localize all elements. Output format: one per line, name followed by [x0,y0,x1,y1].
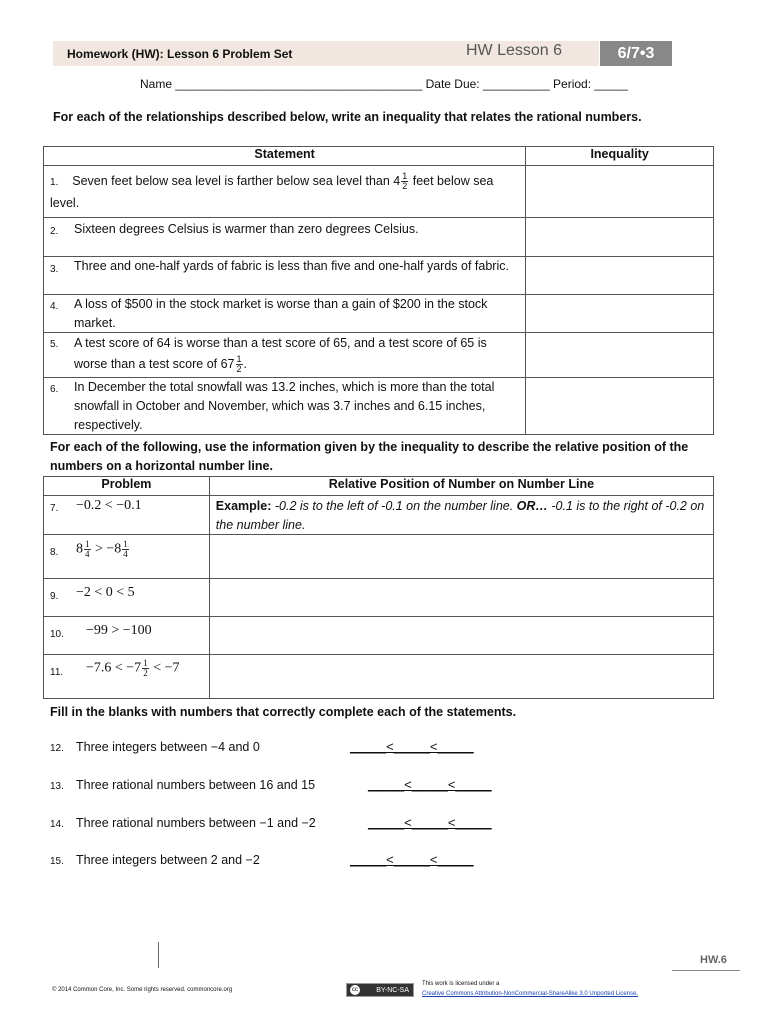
statement-row: 6. In December the total snowfall was 13.2 inches, which is more than the total snowfall in October and November, which was 3.7 inches and 6.15 inches, respectively. [44,378,526,435]
problem-row: 8. 8 $\frac{1}{4}$ > −8 $\frac{1}{4}$ [44,535,210,579]
license-link[interactable]: Creative Commons Attribution-NonCommercial-ShareAlike 3.0 Unported License. [422,991,639,997]
example-answer: Example: -0.2 is to the left of -0.1 on the number line. OR… -0.1 is to the right of -0.2 on the number line. [209,496,713,535]
inequality-answer-cell[interactable] [526,295,714,333]
number-line-table [43,476,714,699]
page-code: HW.6 [700,954,727,966]
statement-row: 2. Sixteen degrees Celsius is warmer than zero degrees Celsius. [44,218,526,257]
answer-blank[interactable]: _____<_____<_____ [350,852,474,867]
position-answer-cell[interactable] [209,535,713,579]
cc-license-badge: cc BY-NC-SA [346,983,414,997]
fill-row: 15. Three integers between 2 and −2 [50,853,260,867]
col-statement: Statement [44,147,526,166]
fraction: $\frac{1}{2}$ [143,658,148,678]
license-text: This work is licensed under a [422,981,500,987]
section1-instruction: For each of the relationships described below, write an inequality that relates the rational numbers. [53,110,642,124]
answer-blank[interactable]: _____<_____<_____ [368,777,492,792]
statement-row: 1. Seven feet below sea level is farther below sea level than 4 $\frac{1}{2}$ feet below sea level. [44,166,526,218]
statement-row: 4. A loss of $500 in the stock market is worse than a gain of $200 in the stock market. [44,295,526,333]
inequality-answer-cell[interactable] [526,218,714,257]
page-title: Homework (HW): Lesson 6 Problem Set [67,47,293,61]
fill-row: 12. Three integers between −4 and 0 [50,740,260,754]
statement-table [43,146,714,435]
name-date-period-line[interactable]: Name _____________________________________ Date Due: __________ Period: _____ [140,77,628,91]
copyright: © 2014 Common Core, Inc. Some rights reserved. commoncore.org [52,987,233,993]
fill-row: 14. Three rational numbers between −1 and −2 [50,816,316,830]
section3-instruction: Fill in the blanks with numbers that correctly complete each of the statements. [50,705,517,719]
fraction: $\frac{1}{4}$ [85,539,90,559]
fraction: $\frac{1}{2}$ [402,171,408,192]
section2-instruction: For each of the following, use the information given by the inequality to describe the relative position of the numbers on a horizontal number line. [50,440,689,473]
answer-blank[interactable]: _____<_____<_____ [368,815,492,830]
col-problem: Problem [44,477,210,496]
footer-divider [158,942,159,968]
inequality-answer-cell[interactable] [526,333,714,378]
lesson-label: HW Lesson 6 [466,42,563,59]
inequality-answer-cell[interactable] [526,257,714,295]
inequality-answer-cell[interactable] [526,378,714,435]
footer-rule [672,970,740,971]
problem-row: 9. −2 < 0 < 5 [44,579,210,617]
fraction: $\frac{1}{2}$ [236,354,242,375]
lesson-code: 6/7•3 [600,41,672,66]
fill-row: 13. Three rational numbers between 16 and 15 [50,778,316,792]
problem-row: 11. −7.6 < −7 $\frac{1}{2}$ < −7 [44,655,210,699]
position-answer-cell[interactable] [209,655,713,699]
answer-blank[interactable]: _____<_____<_____ [350,739,474,754]
fraction: $\frac{1}{4}$ [123,539,128,559]
position-answer-cell[interactable] [209,579,713,617]
statement-row: 3. Three and one-half yards of fabric is less than five and one-half yards of fabric. [44,257,526,295]
inequality-answer-cell[interactable] [526,166,714,218]
position-answer-cell[interactable] [209,617,713,655]
statement-row: 5. A test score of 64 is worse than a test score of 65, and a test score of 65 is worse than a test score of 67 $\frac{1}{2}$ . [44,333,526,378]
creative-commons-icon: cc [352,987,358,993]
problem-row: 10. −99 > −100 [44,617,210,655]
col-position: Relative Position of Number on Number Line [209,477,713,496]
problem-row: 7. −0.2 < −0.1 [44,496,210,535]
col-inequality: Inequality [526,147,714,166]
